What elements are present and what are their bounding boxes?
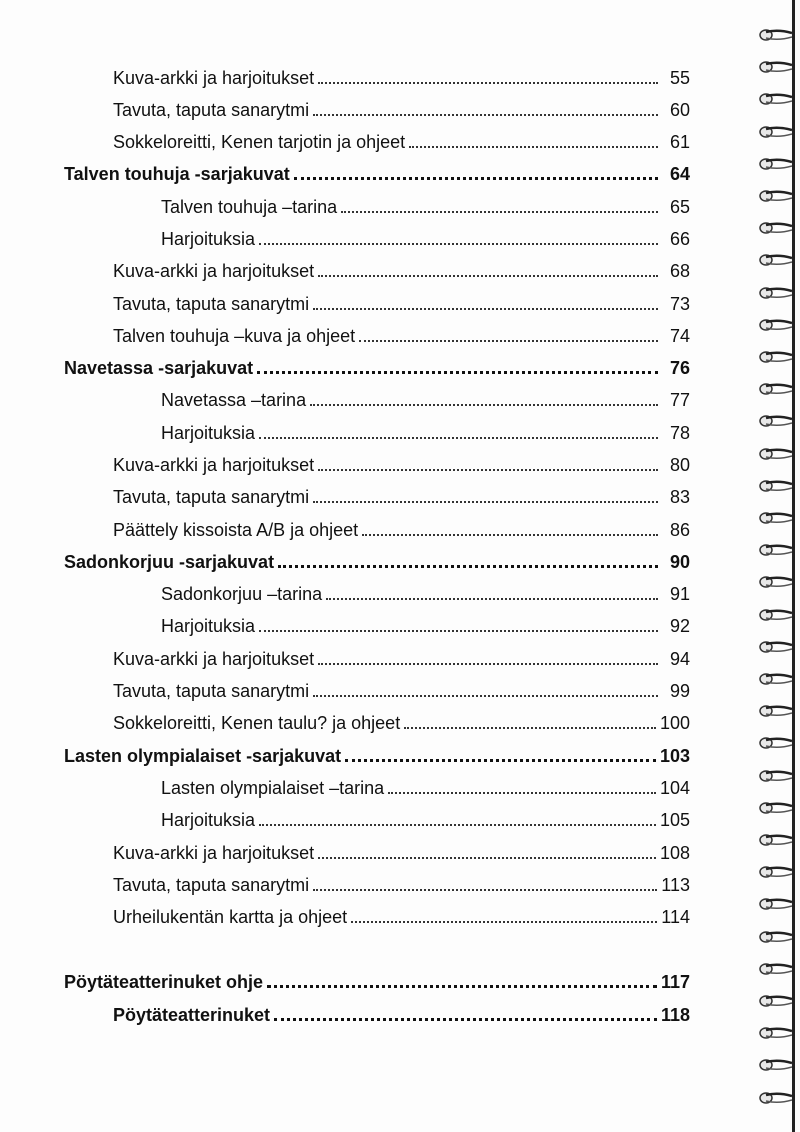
toc-entry-label: Kuva-arkki ja harjoitukset [113,261,315,281]
toc-entry-page-number: 83 [669,487,690,507]
toc-entry[interactable] [113,252,690,282]
spiral-coil-icon [758,1058,792,1072]
spiral-coil-icon [758,479,792,493]
toc-entry[interactable] [113,640,690,670]
spiral-coil-icon [758,447,792,461]
dot-leader [313,889,657,891]
toc-entry-page-number: 118 [660,1005,690,1025]
toc-entry[interactable] [113,996,690,1026]
toc-entry[interactable] [113,672,690,702]
toc-entry-label: Harjoituksia [161,229,256,249]
toc-entry-page-number: 61 [669,132,690,152]
toc-entry-page-number: 105 [659,810,690,830]
toc-entry-page-number: 86 [669,520,690,540]
dot-leader [345,759,656,762]
spiral-coil-icon [758,318,792,332]
toc-entry-label: Tavuta, taputa sanarytmi [113,681,310,701]
toc-entry[interactable] [113,123,690,153]
toc-entry-label: Lasten olympialaiset –tarina [161,778,385,798]
toc-entry-page-number: 65 [669,197,690,217]
spiral-coil-icon [758,897,792,911]
toc-entry-label: Talven touhuja -sarjakuvat [64,164,290,184]
spiral-coil-icon [758,414,792,428]
spiral-coil-icon [758,736,792,750]
toc-entry-page-number: 77 [669,390,690,410]
toc-entry-page-number: 100 [659,713,690,733]
dot-leader [318,469,658,471]
spiral-coil-icon [758,511,792,525]
toc-entry-page-number: 64 [669,164,690,184]
toc-section-entry[interactable] [64,543,690,573]
toc-entry-label: Talven touhuja –kuva ja ohjeet [113,326,356,346]
toc-entry-label: Kuva-arkki ja harjoitukset [113,649,315,669]
dot-leader [318,275,658,277]
dot-leader [259,437,658,439]
toc-entry-page-number: 114 [661,907,690,927]
toc-entry[interactable] [113,834,690,864]
toc-entry-label: Navetassa –tarina [161,390,307,410]
dot-leader [318,663,658,665]
toc-entry-page-number: 60 [669,100,690,120]
dot-leader [404,727,656,729]
spiral-coil-icon [758,672,792,686]
toc-section-entry[interactable] [64,155,690,185]
spiral-coil-icon [758,543,792,557]
dot-leader [318,82,658,84]
toc-entry-page-number: 99 [669,681,690,701]
toc-entry-page-number: 113 [661,875,690,895]
toc-entry-page-number: 92 [669,616,690,636]
toc-entry-page-number: 76 [669,358,690,378]
dot-leader [257,371,658,374]
toc-entry-label: Tavuta, taputa sanarytmi [113,487,310,507]
spiral-coil-icon [758,640,792,654]
dot-leader [278,565,658,568]
spiral-coil-icon [758,801,792,815]
spiral-edge [792,0,795,1132]
toc-entry-label: Sadonkorjuu -sarjakuvat [64,552,275,572]
toc-entry[interactable] [161,220,690,250]
toc-entry-page-number: 55 [669,68,690,88]
dot-leader [326,598,658,600]
toc-entry-label: Harjoituksia [161,616,256,636]
toc-entry[interactable] [161,414,690,444]
spiral-coil-icon [758,157,792,171]
toc-entry[interactable] [161,769,690,799]
dot-leader [310,404,658,406]
toc-entry-page-number: 73 [669,294,690,314]
dot-leader [294,177,658,180]
toc-entry-label: Navetassa -sarjakuvat [64,358,254,378]
toc-entry-label: Kuva-arkki ja harjoitukset [113,843,315,863]
toc-entry[interactable] [161,801,690,831]
spiral-coil-icon [758,962,792,976]
toc-entry[interactable] [113,91,690,121]
toc-entry-page-number: 117 [660,972,690,992]
toc-entry-page-number: 66 [669,229,690,249]
toc-entry-label: Lasten olympialaiset -sarjakuvat [64,746,342,766]
toc-entry-label: Sadonkorjuu –tarina [161,584,323,604]
spiral-coil-icon [758,382,792,396]
toc-entry[interactable] [113,704,690,734]
toc-entry[interactable] [113,511,690,541]
toc-entry-label: Tavuta, taputa sanarytmi [113,294,310,314]
dot-leader [313,308,658,310]
dot-leader [274,1018,657,1021]
toc-section-entry[interactable] [64,963,690,993]
dot-leader [341,211,658,213]
toc-entry[interactable] [113,285,690,315]
toc-entry-label: Tavuta, taputa sanarytmi [113,875,310,895]
toc-entry-label: Päättely kissoista A/B ja ohjeet [113,520,359,540]
toc-section-entry[interactable] [64,737,690,767]
toc-entry[interactable] [113,317,690,347]
toc-entry-label: Urheilukentän kartta ja ohjeet [113,907,348,927]
toc-section-entry[interactable] [64,349,690,379]
toc-entry[interactable] [113,898,690,928]
spiral-coil-icon [758,1091,792,1105]
spiral-coil-icon [758,575,792,589]
toc-entry[interactable] [113,478,690,508]
toc-entry-label: Pöytäteatterinuket [113,1005,271,1025]
dot-leader [259,630,658,632]
spiral-coil-icon [758,833,792,847]
toc-entry-label: Sokkeloreitti, Kenen taulu? ja ohjeet [113,713,401,733]
toc-entry[interactable] [113,446,690,476]
dot-leader [318,857,656,859]
spiral-coil-icon [758,286,792,300]
toc-entry-page-number: 80 [669,455,690,475]
toc-entry-label: Kuva-arkki ja harjoitukset [113,68,315,88]
dot-leader [267,985,657,988]
toc-entry-page-number: 78 [669,423,690,443]
spiral-coil-icon [758,994,792,1008]
dot-leader [313,501,658,503]
dot-leader [313,695,658,697]
spiral-coil-icon [758,930,792,944]
toc-entry-page-number: 91 [669,584,690,604]
spiral-coil-icon [758,92,792,106]
dot-leader [259,243,658,245]
toc-entry-label: Harjoituksia [161,423,256,443]
toc-entry[interactable] [113,866,690,896]
spiral-coil-icon [758,221,792,235]
dot-leader [351,921,657,923]
spiral-binding [750,0,800,1132]
toc-entry-label: Pöytäteatterinuket ohje [64,972,264,992]
dot-leader [409,146,658,148]
toc-entry-page-number: 94 [669,649,690,669]
toc-entry[interactable] [161,575,690,605]
toc-entry-page-number: 68 [669,261,690,281]
spiral-coil-icon [758,125,792,139]
toc-entry[interactable] [161,381,690,411]
toc-entry-page-number: 90 [669,552,690,572]
toc-entry-label: Sokkeloreitti, Kenen tarjotin ja ohjeet [113,132,406,152]
spiral-coil-icon [758,189,792,203]
dot-leader [313,114,658,116]
toc-entry-page-number: 74 [669,326,690,346]
toc-entry[interactable] [161,607,690,637]
spiral-coil-icon [758,608,792,622]
spiral-coil-icon [758,28,792,42]
dot-leader [259,824,656,826]
toc-entry[interactable] [113,59,690,89]
toc-entry-page-number: 108 [659,843,690,863]
toc-entry-label: Harjoituksia [161,810,256,830]
toc-entry-label: Talven touhuja –tarina [161,197,338,217]
spiral-coil-icon [758,1026,792,1040]
toc-entry-label: Kuva-arkki ja harjoitukset [113,455,315,475]
spiral-coil-icon [758,60,792,74]
dot-leader [359,340,658,342]
spiral-coil-icon [758,865,792,879]
toc-entry-label: Tavuta, taputa sanarytmi [113,100,310,120]
spiral-coil-icon [758,704,792,718]
spiral-coil-icon [758,769,792,783]
dot-leader [362,534,658,536]
toc-entry-page-number: 104 [659,778,690,798]
toc-entry[interactable] [161,188,690,218]
spiral-coil-icon [758,253,792,267]
toc-entry-page-number: 103 [659,746,690,766]
dot-leader [388,792,656,794]
spiral-coil-icon [758,350,792,364]
